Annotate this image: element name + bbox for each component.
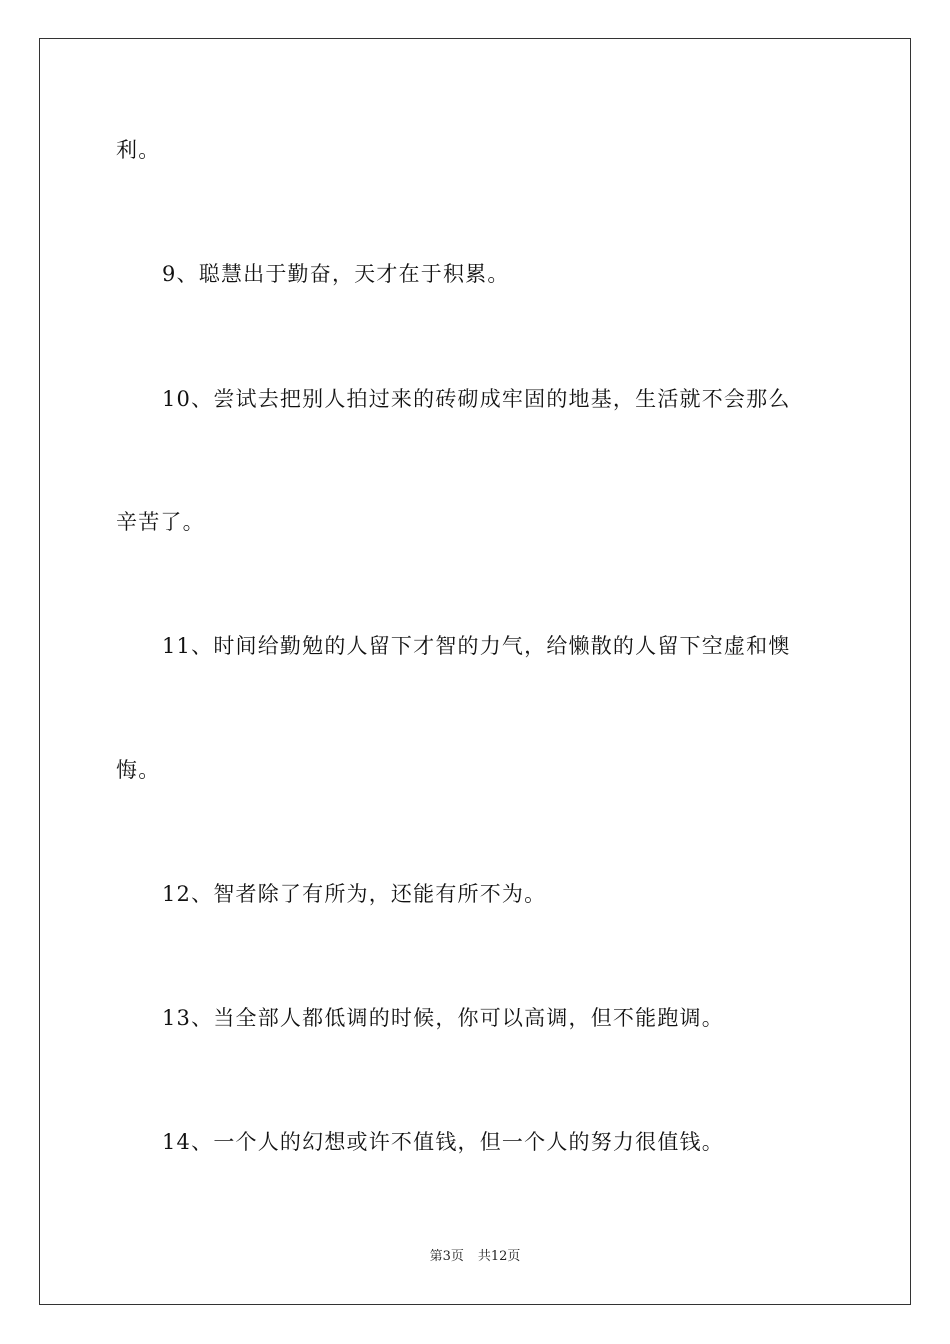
text-line-8: 13、当全部人都低调的时候，你可以高调，但不能跑调。	[162, 1006, 724, 1030]
page-total: 共12页	[477, 1249, 521, 1264]
page-border	[39, 38, 911, 1305]
text-line-2: 9、聪慧出于勤奋，天才在于积累。	[162, 262, 510, 286]
text-line-1: 利。	[116, 138, 161, 162]
text-line-9: 14、一个人的幻想或许不值钱，但一个人的努力很值钱。	[162, 1130, 724, 1154]
text-line-6: 悔。	[116, 758, 161, 782]
page-footer	[0, 1248, 950, 1266]
page-number: 第3页	[429, 1249, 464, 1264]
text-line-7: 12、智者除了有所为，还能有所不为。	[162, 882, 547, 906]
text-line-4: 辛苦了。	[116, 510, 205, 534]
text-line-3: 10、尝试去把别人拍过来的砖砌成牢固的地基，生活就不会那么	[162, 387, 791, 411]
text-line-5: 11、时间给勤勉的人留下才智的力气，给懒散的人留下空虚和懊	[162, 634, 791, 658]
